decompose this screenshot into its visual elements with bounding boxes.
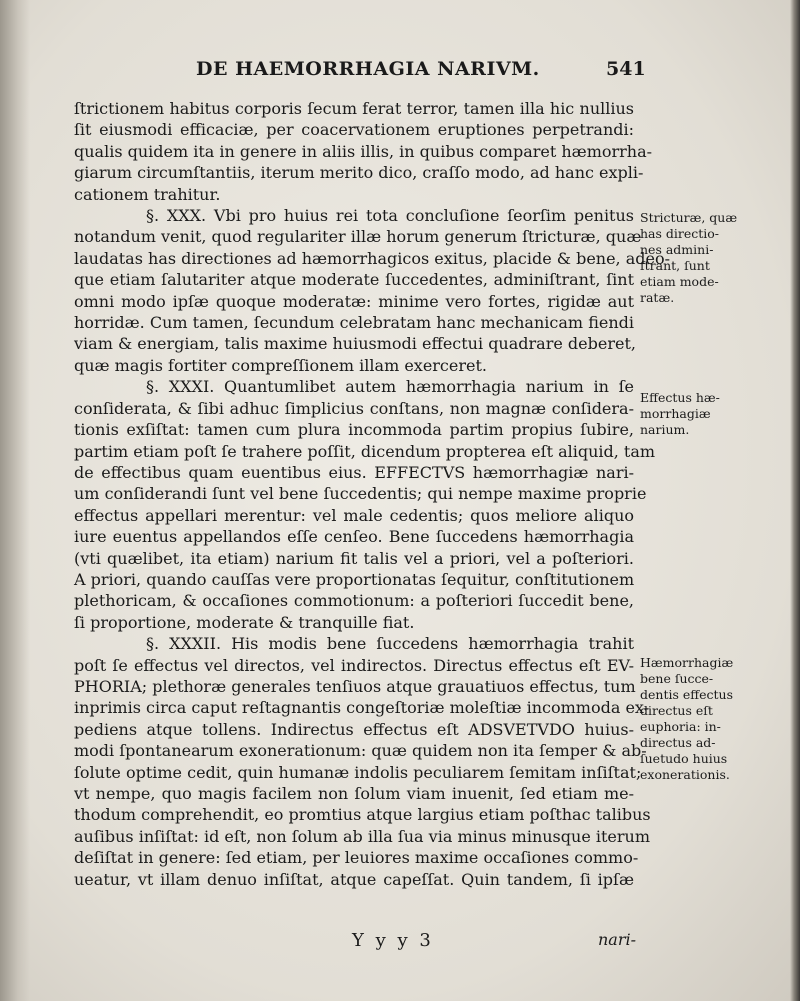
text-line: ſolute optime cedit, quin humanæ indolis peculiarem ſemitam inſiſtat; — [74, 762, 642, 782]
text-line: cationem trahitur. — [74, 184, 221, 204]
text-line: deſiſtat in genere: ſed etiam, per leuiores maxime occaſiones commo- — [74, 848, 639, 868]
catchword: nari- — [598, 930, 637, 949]
text-line: iure euentus appellandos eſſe cenſeo. Bene ſuccedens hæmorrhagia — [74, 527, 634, 547]
text-line: vt nempe, quo magis facilem non ſolum viam inuenit, ſed etiam me- — [74, 784, 634, 803]
text-line: horridæ. Cum tamen, ſecundum celebratam hanc mechanicam fiendi — [74, 313, 634, 333]
margin-note-line: euphoria: in- — [640, 719, 721, 734]
margin-note-line: morrhagiæ — [640, 406, 711, 421]
text-line: que etiam ſalutariter atque moderate ſuccedentes, adminiſtrant, ſint — [74, 270, 634, 290]
margin-note-line: has directio- — [640, 226, 720, 241]
text-line: (vti quælibet, ita etiam) narium fit talis vel a priori, vel a poſteriori. — [74, 548, 634, 568]
text-line: thodum comprehendit, eo promtius atque largius etiam poſthac talibus — [74, 805, 651, 825]
running-title: DE HAEMORRHAGIA NARIVM. — [196, 58, 540, 80]
text-line: quæ magis fortiter compreſſionem illam exerceret. — [74, 355, 487, 375]
section-xxxii-start: §. XXXII. His modis bene ſuccedens hæmorrhagia trahit — [146, 634, 634, 654]
margin-note-line: exonerationis. — [640, 767, 730, 782]
margin-note-line: etiam mode- — [640, 274, 719, 289]
text-line: conſiderata, & ſibi adhuc ſimplicius conſtans, non magnæ conſidera- — [74, 398, 634, 418]
text-line: ſi proportione, moderate & tranquille fiat. — [74, 612, 415, 632]
text-line: qualis quidem ita in genere in aliis illis, in quibus comparet hæmorrha- — [74, 141, 653, 161]
page-footer — [0, 930, 800, 960]
page-header — [0, 58, 800, 88]
margin-note-line: ſtrant, ſunt — [640, 258, 710, 273]
text-line: tionis exſiſtat: tamen cum plura incommoda partim propius ſubire, — [74, 420, 634, 440]
margin-note-line: dentis effectus — [640, 687, 734, 702]
text-line: giarum circumſtantiis, iterum merito dico, craſſo modo, ad hanc expli- — [74, 163, 644, 183]
margin-note-line: directus ad- — [640, 735, 716, 750]
text-line: A priori, quando cauſſas vere proportionatas ſequitur, conſtitutionem — [74, 569, 635, 589]
margin-note-line: narium. — [640, 422, 690, 437]
text-line: effectus appellari merentur: vel male cedentis; quos meliore aliquo — [74, 505, 634, 525]
signature-mark: Y y y 3 — [352, 930, 434, 951]
margin-note-line: bene ſucce- — [640, 671, 714, 686]
page-edge-shadow — [790, 0, 800, 1001]
text-line: um conſiderandi ſunt vel bene ſuccedentis; qui nempe maxime proprie — [74, 484, 647, 504]
text-line: laudatas has directiones ad hæmorrhagicos exitus, placide & bene, adeo- — [74, 248, 671, 268]
margin-note-effectus — [640, 390, 760, 438]
text-line: ſit eiusmodi efficaciæ, per coacervationem eruptiones perpetrandi: — [74, 120, 634, 140]
text-line: omni modo ipſæ quoque moderatæ: minime vero fortes, rigidæ aut — [74, 291, 634, 311]
text-line: plethoricam, & occaſiones commotionum: a poſteriori ſuccedit bene, — [74, 591, 634, 611]
margin-note-stricturae — [640, 210, 760, 306]
margin-note-line: ſuetudo huius — [640, 751, 728, 766]
text-line: poſt ſe effectus vel directos, vel indirectos. Directus effectus eſt EV- — [74, 655, 634, 675]
page-gutter-shadow — [0, 0, 30, 1001]
text-line: de effectibus quam euentibus eius. EFFECTVS hæmorrhagiæ nari- — [74, 462, 634, 482]
text-line: auſibus inſiſtat: id eſt, non ſolum ab illa ſua via minus minusque iterum — [74, 826, 651, 846]
text-line: inprimis circa caput reſtagnantis congeſtoriæ moleſtiæ incommoda ex- — [74, 698, 650, 718]
margin-note-line: Effectus hæ- — [640, 390, 720, 405]
text-line: modi ſpontanearum exonerationum: quæ quidem non ita ſemper & ab- — [74, 741, 647, 761]
text-line: ueatur, vt illam denuo inſiſtat, atque capeſſat. Quin tandem, ſi ipſæ — [74, 869, 634, 889]
text-line: viam & energiam, talis maxime huiusmodi effectui quadrare deberet, — [74, 334, 636, 354]
section-xxx-start: §. XXX. Vbi pro huius rei tota concluſione ſeorſim penitus — [146, 206, 634, 226]
margin-note-line: nes admini- — [640, 242, 714, 257]
margin-note-line: Hæmorrhagiæ — [640, 655, 734, 670]
margin-note-line: Stricturæ, quæ — [640, 210, 738, 225]
page-number: 541 — [606, 58, 646, 80]
text-line: notandum venit, quod regulariter illæ horum generum ſtricturæ, quæ — [74, 227, 642, 247]
margin-note-haemorrhagiae — [640, 655, 760, 783]
text-line: pediens atque tollens. Indirectus effectus eſt ADSVETVDO huius- — [74, 719, 634, 739]
margin-note-line: directus eſt — [640, 703, 713, 718]
text-line: partim etiam poſt ſe trahere poſſit, dicendum propterea eſt aliquid, tam — [74, 441, 656, 461]
text-line: PHORIA; plethoræ generales tenſiuos atque grauatiuos effectus, tum — [74, 676, 636, 696]
margin-note-line: ratæ. — [640, 290, 675, 305]
main-text — [74, 98, 671, 890]
section-xxxi-start: §. XXXI. Quantumlibet autem hæmorrhagia narium in ſe — [146, 377, 634, 397]
text-line: ſtrictionem habitus corporis ſecum ferat terror, tamen illa hic nullius — [74, 99, 634, 118]
